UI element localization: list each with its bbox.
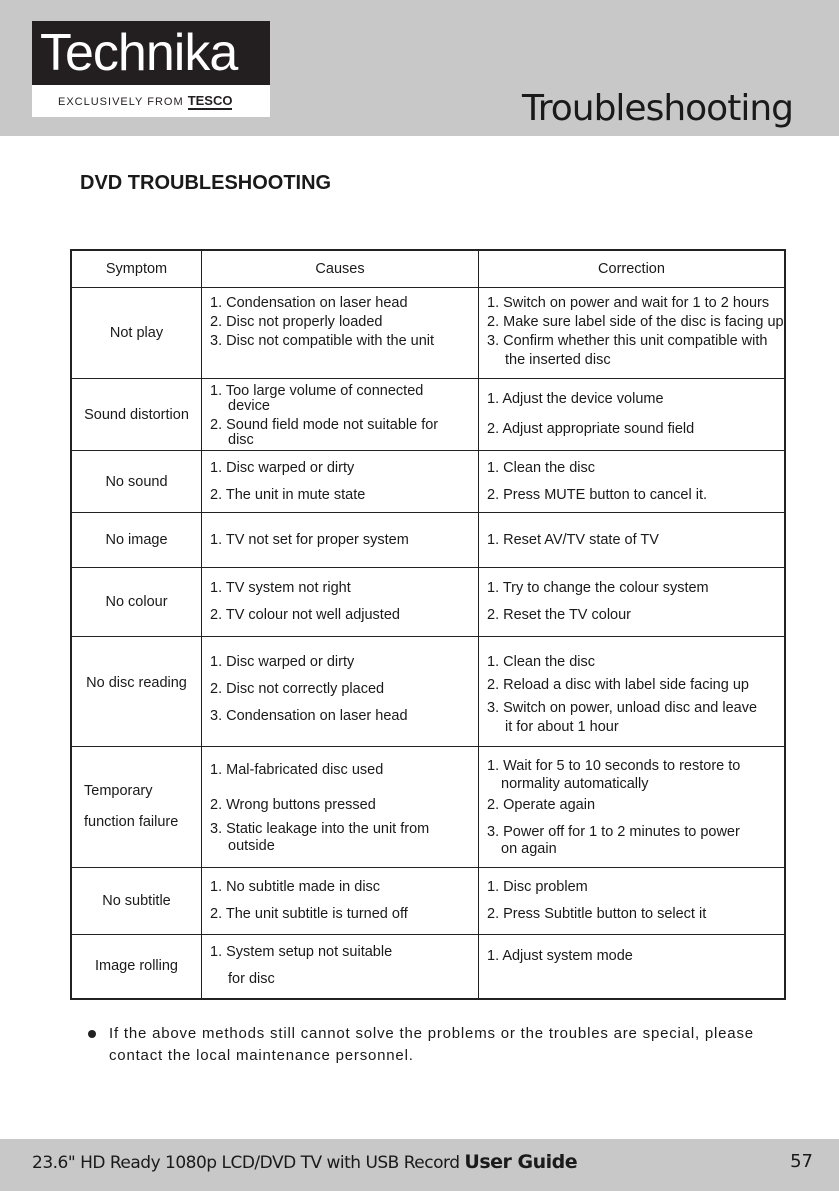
- symptom-cell: [71, 379, 202, 451]
- table-row: [71, 935, 785, 999]
- correction-line: 2. Press Subtitle button to select it: [487, 906, 707, 922]
- page-title: Troubleshooting: [522, 88, 793, 129]
- correction-cell: [479, 379, 786, 451]
- table-row: [71, 288, 785, 379]
- table-row: [71, 568, 785, 637]
- symptom-text: function failure: [84, 814, 179, 830]
- symptom-text: No disc reading: [86, 675, 187, 691]
- causes-cell: [202, 451, 479, 513]
- cause-line: 1. Disc warped or dirty: [210, 459, 355, 476]
- correction-line: 3. Switch on power, unload disc and leave: [487, 700, 758, 716]
- cause-line: 3. Condensation on laser head: [210, 708, 408, 724]
- table-header-row: [71, 250, 785, 288]
- causes-cell: [202, 379, 479, 451]
- symptom-cell: [71, 568, 202, 637]
- cause-line: 2. TV colour not well adjusted: [210, 607, 400, 623]
- symptom-text: Temporary: [84, 783, 153, 799]
- causes-cell: [202, 288, 479, 379]
- symptom-cell: [71, 935, 202, 999]
- correction-line: 1. Adjust system mode: [487, 948, 633, 964]
- cause-line: 1. TV not set for proper system: [210, 531, 409, 548]
- table-row: [71, 747, 785, 868]
- correction-line: 2. Make sure label side of the disc is facing up: [487, 314, 784, 330]
- correction-line: 2. Operate again: [487, 797, 596, 813]
- correction-cell: [479, 935, 786, 999]
- causes-cell: [202, 513, 479, 568]
- correction-cell: [479, 747, 786, 868]
- cause-line: for disc: [228, 971, 275, 988]
- table-row: [71, 868, 785, 935]
- footer-product-name: 23.6" HD Ready 1080p LCD/DVD TV with USB Record: [32, 1153, 460, 1173]
- correction-line: it for about 1 hour: [505, 719, 619, 735]
- symptom-cell: [71, 747, 202, 868]
- symptom-cell: [71, 637, 202, 747]
- technika-logo: [32, 21, 270, 117]
- correction-line: normality automatically: [501, 776, 649, 792]
- correction-line: 1. Clean the disc: [487, 459, 596, 476]
- symptom-cell: [71, 513, 202, 568]
- symptom-text: Sound distortion: [84, 406, 189, 423]
- cause-line: 1. Too large volume of connected: [210, 382, 424, 399]
- cause-line: device: [228, 397, 270, 414]
- cause-line: 2. Disc not correctly placed: [210, 681, 385, 697]
- correction-line: the inserted disc: [505, 352, 611, 368]
- symptom-text: No sound: [105, 473, 168, 490]
- footnote: [109, 1023, 799, 1067]
- table-row: [71, 513, 785, 568]
- cause-line: 1. No subtitle made in disc: [210, 879, 381, 895]
- cause-line: 1. Disc warped or dirty: [210, 654, 355, 670]
- symptom-text: No colour: [105, 594, 168, 610]
- symptom-cell: [71, 868, 202, 935]
- table-row: [71, 637, 785, 747]
- correction-line: 2. Press MUTE button to cancel it.: [487, 486, 708, 503]
- footer-product: [32, 1151, 577, 1173]
- cause-line: 2. Disc not properly loaded: [210, 314, 383, 330]
- page-number: 57: [790, 1151, 813, 1172]
- footnote-line: contact the local maintenance personnel.: [109, 1047, 414, 1064]
- cause-line: outside: [228, 837, 275, 854]
- symptom-cell: [71, 288, 202, 379]
- correction-line: 3. Power off for 1 to 2 minutes to power: [487, 824, 740, 840]
- table-row: [71, 379, 785, 451]
- correction-cell: [479, 513, 786, 568]
- correction-cell: [479, 451, 786, 513]
- section-title: DVD TROUBLESHOOTING: [80, 172, 332, 194]
- troubleshooting-table: [70, 249, 786, 1000]
- correction-cell: [479, 637, 786, 747]
- correction-line: 1. Disc problem: [487, 879, 588, 895]
- cause-line: 2. The unit in mute state: [210, 486, 366, 503]
- cause-line: 1. System setup not suitable: [210, 944, 393, 961]
- correction-line: 3. Confirm whether this unit compatible with: [487, 333, 768, 349]
- footer-guide-label: User Guide: [464, 1151, 578, 1173]
- cause-line: 2. Sound field mode not suitable for: [210, 416, 439, 433]
- header-causes: Causes: [202, 250, 479, 288]
- correction-line: 1. Reset AV/TV state of TV: [487, 531, 659, 548]
- cause-line: 3. Disc not compatible with the unit: [210, 333, 435, 349]
- logo-tagline-row: [32, 85, 270, 117]
- page-header: [0, 0, 839, 136]
- correction-line: 2. Reload a disc with label side facing up: [487, 677, 749, 693]
- header-correction: Correction: [479, 250, 786, 288]
- correction-line: 2. Reset the TV colour: [487, 607, 632, 623]
- symptom-text: Not play: [109, 325, 164, 341]
- logo-tagline: EXCLUSIVELY FROM: [58, 96, 184, 108]
- correction-line: 1. Wait for 5 to 10 seconds to restore to: [487, 758, 741, 774]
- correction-line: 1. Adjust the device volume: [487, 391, 664, 407]
- correction-line: on again: [501, 841, 557, 857]
- bullet-icon: [88, 1030, 96, 1038]
- symptom-text: Image rolling: [94, 958, 178, 975]
- causes-cell: [202, 568, 479, 637]
- symptom-text: No subtitle: [102, 893, 171, 909]
- causes-cell: [202, 637, 479, 747]
- footnote-line: If the above methods still cannot solve the problems or the troubles are special, please: [109, 1025, 754, 1042]
- correction-cell: [479, 568, 786, 637]
- cause-line: 1. TV system not right: [210, 580, 351, 596]
- causes-cell: [202, 747, 479, 868]
- correction-cell: [479, 868, 786, 935]
- correction-line: 2. Adjust appropriate sound field: [487, 421, 695, 437]
- correction-cell: [479, 288, 786, 379]
- correction-line: 1. Clean the disc: [487, 654, 596, 670]
- symptom-cell: [71, 451, 202, 513]
- cause-line: 2. The unit subtitle is turned off: [210, 906, 408, 922]
- cause-line: 1. Mal-fabricated disc used: [210, 761, 384, 778]
- causes-cell: [202, 935, 479, 999]
- logo-retailer: TESCO: [187, 93, 233, 108]
- cause-line: disc: [228, 431, 254, 448]
- page-footer: [0, 1139, 839, 1191]
- causes-cell: [202, 868, 479, 935]
- cause-line: 1. Condensation on laser head: [210, 295, 408, 311]
- logo-brand: Technika: [32, 21, 270, 85]
- table-row: [71, 451, 785, 513]
- cause-line: 3. Static leakage into the unit from: [210, 820, 430, 837]
- symptom-text: No image: [105, 532, 168, 548]
- header-symptom: Symptom: [71, 250, 202, 288]
- correction-line: 1. Switch on power and wait for 1 to 2 hours: [487, 295, 770, 311]
- correction-line: 1. Try to change the colour system: [487, 580, 709, 596]
- cause-line: 2. Wrong buttons pressed: [210, 796, 376, 813]
